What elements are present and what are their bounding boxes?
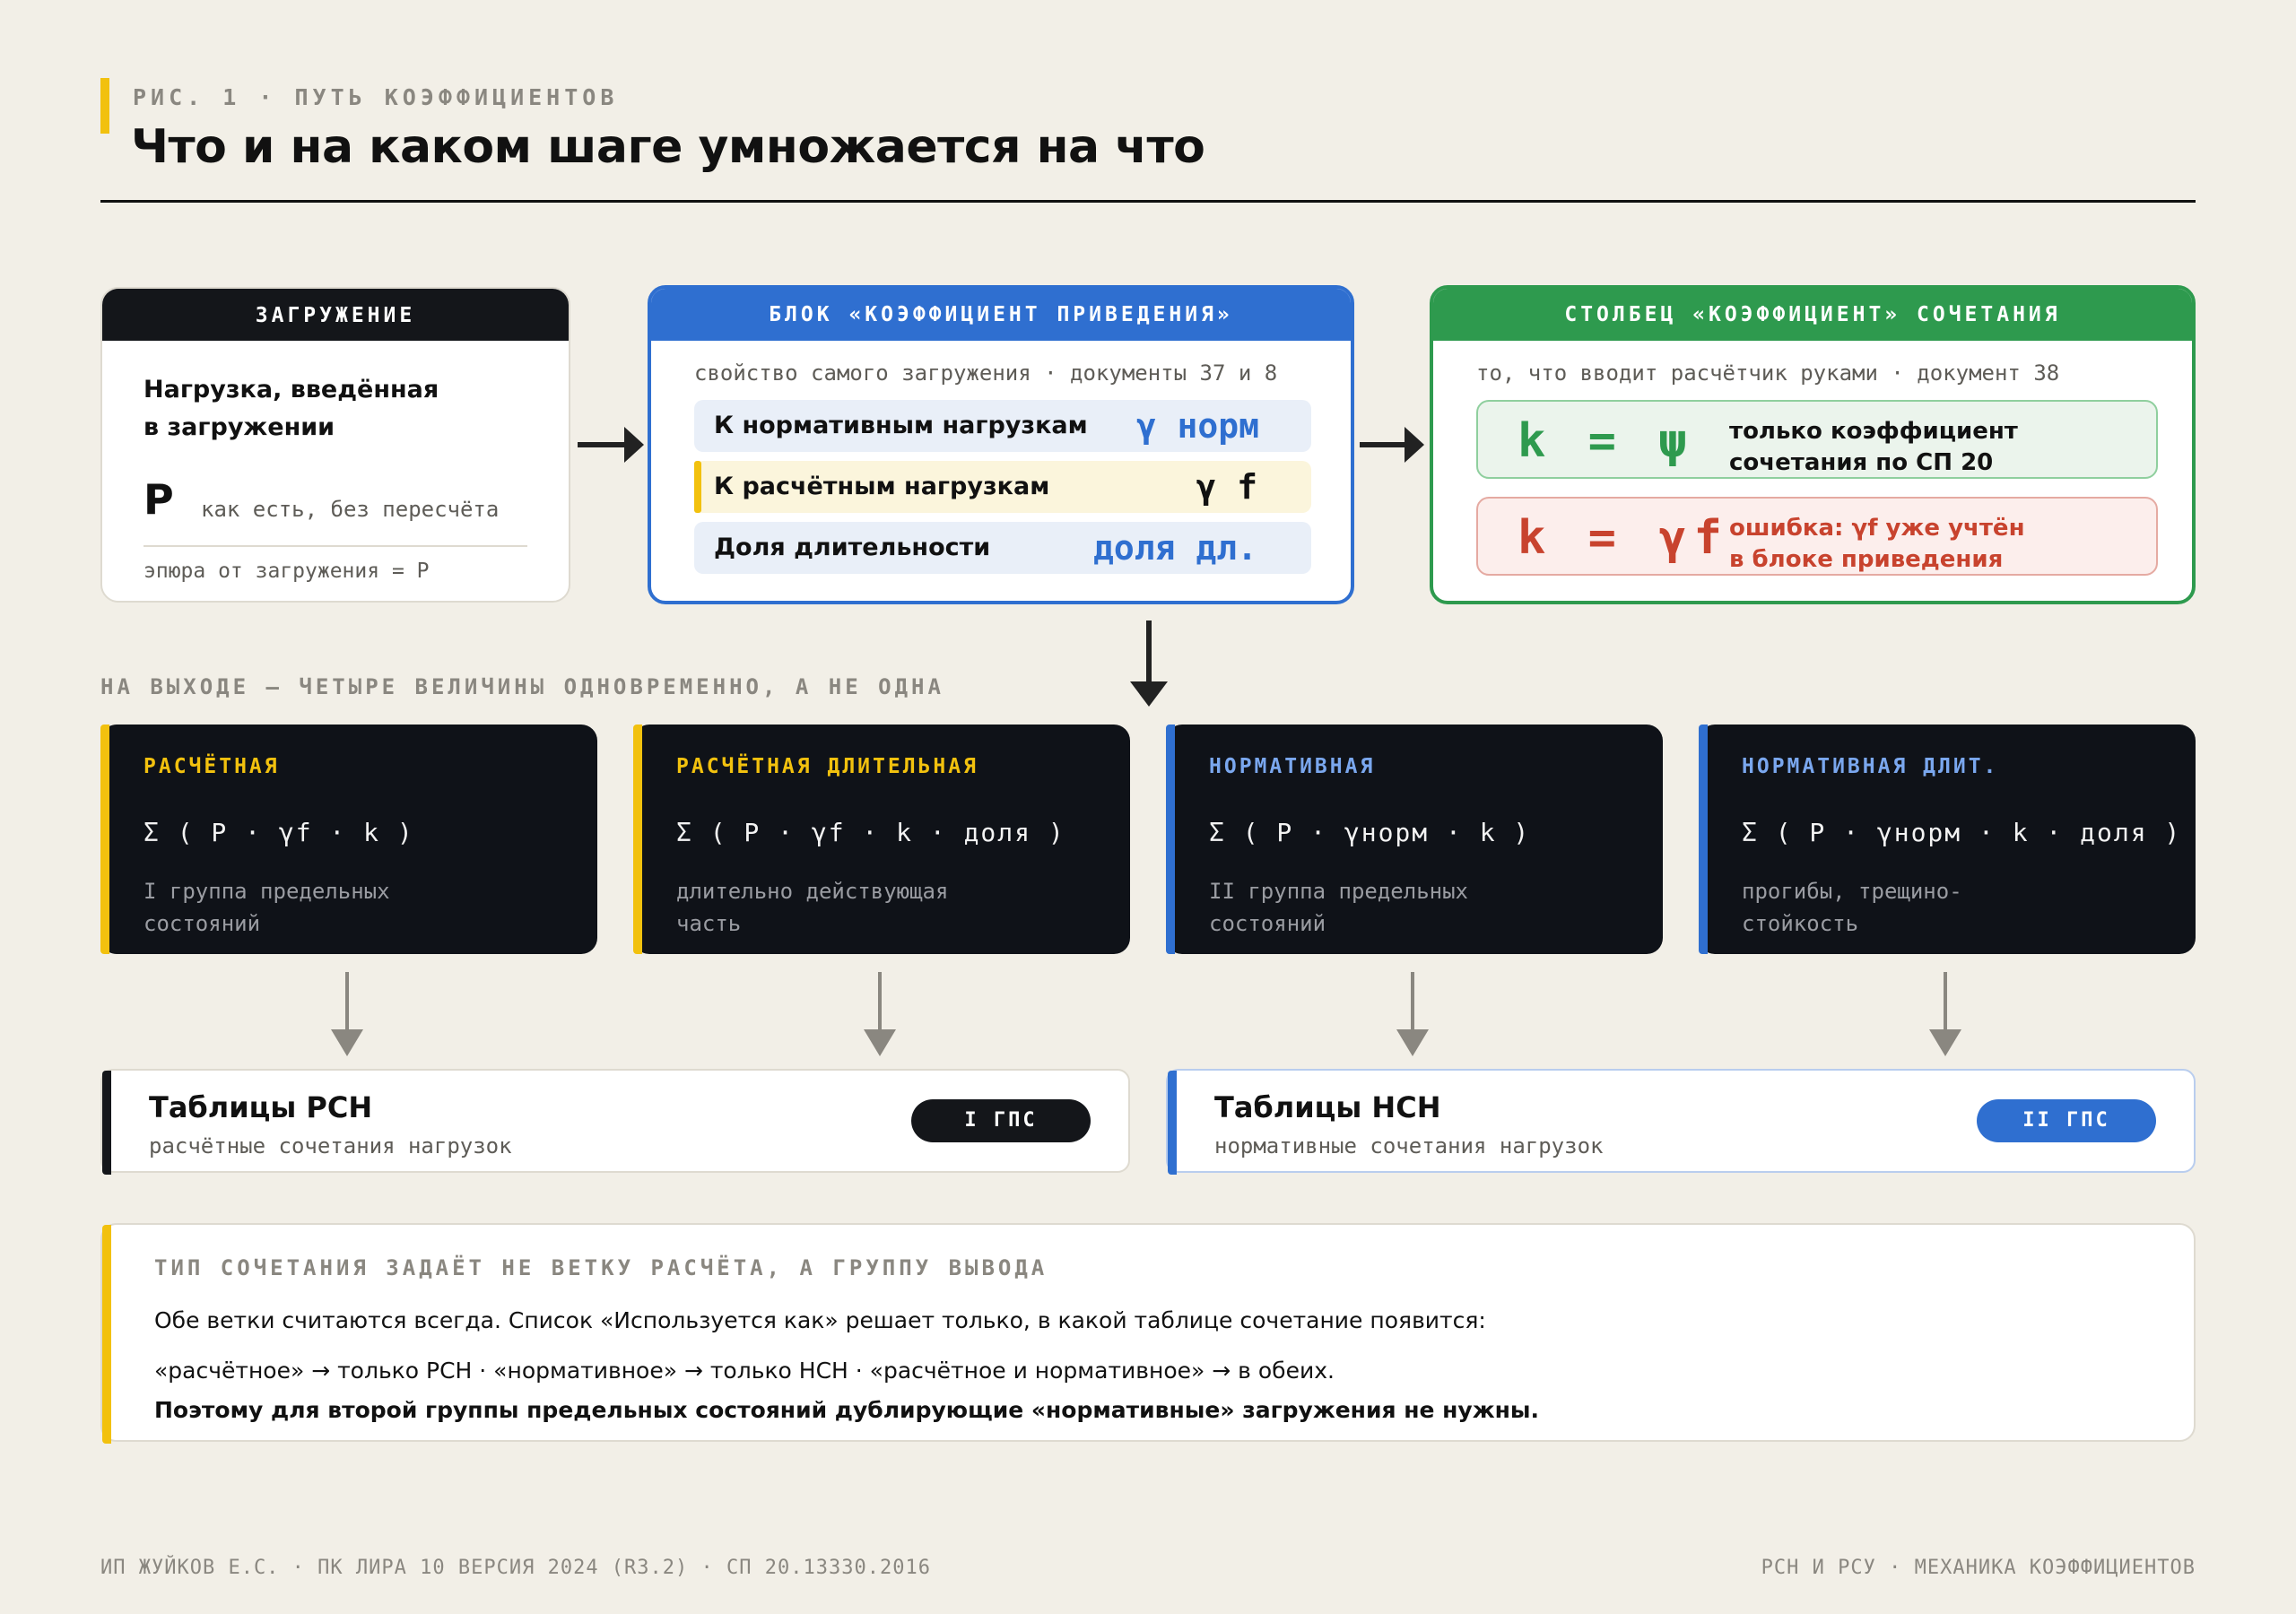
- loading-title-line2: в загружении: [144, 413, 335, 441]
- correct-equation: k = ψ: [1518, 414, 1694, 468]
- note-accent-bar: [102, 1225, 111, 1444]
- card-accent: [1166, 725, 1175, 954]
- output-description: [1742, 875, 2163, 940]
- output-description-line1: длительно действующая: [676, 879, 949, 904]
- card-accent: [633, 725, 642, 954]
- card-accent: [1699, 725, 1708, 954]
- reduction-row-value: γ норм: [1135, 406, 1259, 446]
- load-as-is-note: как есть, без пересчёта: [201, 497, 500, 522]
- table-subtitle: нормативные сочетания нагрузок: [1214, 1133, 1604, 1158]
- reduction-row-design: [694, 461, 1311, 513]
- reduction-row-normative: [694, 400, 1311, 452]
- loading-divider: [144, 545, 527, 547]
- output-card-normative-long: [1699, 725, 2196, 954]
- note-line: «расчётное» → только РСН · «нормативное» → только НСН · «расчётное и нормативное» → в обеих.: [154, 1358, 1335, 1384]
- output-description: [1209, 875, 1631, 940]
- arrow-right-icon: [1360, 442, 1410, 447]
- output-formula: Σ ( P · γf · k · доля ): [676, 818, 1065, 847]
- table-title: Таблицы РСН: [149, 1090, 373, 1124]
- arrow-right-icon: [578, 442, 630, 447]
- group-badge: II ГПС: [1977, 1099, 2156, 1142]
- reduction-row-duration: [694, 522, 1311, 574]
- output-formula: Σ ( P · γнорм · k ): [1209, 818, 1531, 847]
- group-badge: I ГПС: [911, 1099, 1091, 1142]
- reduction-row-label: Доля длительности: [714, 534, 991, 561]
- output-title: РАСЧЁТНАЯ ДЛИТЕЛЬНАЯ: [676, 755, 978, 778]
- loading-title-line1: Нагрузка, введённая: [144, 376, 439, 404]
- output-description-line1: I группа предельных: [144, 879, 390, 904]
- output-description: [144, 875, 565, 940]
- reduction-row-label: К нормативным нагрузкам: [714, 412, 1088, 439]
- loading-box: [100, 287, 570, 603]
- arrow-down-icon: [345, 972, 349, 1044]
- loading-header: ЗАГРУЖЕНИЕ: [102, 289, 569, 341]
- note-line: Обе ветки считаются всегда. Список «Используется как» решает только, в какой таблице сочетание появится:: [154, 1307, 1486, 1333]
- correct-note: [1729, 416, 2018, 479]
- reduction-coefficient-box: [648, 285, 1354, 604]
- explanation-note: [100, 1223, 2196, 1442]
- note-heading: ТИП СОЧЕТАНИЯ ЗАДАЁТ НЕ ВЕТКУ РАСЧЁТА, А ГРУППУ ВЫВОДА: [154, 1255, 1048, 1280]
- correct-note-line2: сочетания по СП 20: [1729, 449, 1994, 476]
- footer-left: ИП ЖУЙКОВ Е.С. · ПК ЛИРА 10 ВЕРСИЯ 2024 (R3.2) · СП 20.13330.2016: [100, 1557, 931, 1579]
- output-formula: Σ ( P · γf · k ): [144, 818, 414, 847]
- footer-right: РСН И РСУ · МЕХАНИКА КОЭФФИЦИЕНТОВ: [1761, 1557, 2196, 1579]
- reduction-row-label: К расчётным нагрузкам: [714, 473, 1050, 500]
- output-formula: Σ ( P · γнорм · k · доля ): [1742, 818, 2182, 847]
- output-description-line2: стойкость: [1742, 911, 1859, 936]
- output-card-design-long: [633, 725, 1130, 954]
- rsn-tables-card: [100, 1069, 1130, 1173]
- table-title: Таблицы НСН: [1214, 1090, 1441, 1124]
- correct-note-line1: только коэффициент: [1729, 418, 2018, 445]
- title-accent-bar: [100, 78, 109, 134]
- highlight-bar: [694, 461, 701, 513]
- output-description-line1: прогибы, трещино-: [1742, 879, 1962, 904]
- arrow-down-head-icon: [1130, 681, 1168, 707]
- output-description-line2: часть: [676, 911, 742, 936]
- load-symbol: P: [144, 475, 174, 524]
- arrow-down-icon: [878, 972, 882, 1044]
- combination-error-row: [1476, 497, 2158, 576]
- error-note: [1729, 513, 2025, 576]
- combination-header: СТОЛБЕЦ «КОЭФФИЦИЕНТ» СОЧЕТАНИЯ: [1433, 289, 2192, 341]
- page-title: Что и на каком шаге умножается на что: [131, 120, 1205, 174]
- title-divider: [100, 200, 2196, 203]
- output-description-line1: II группа предельных: [1209, 879, 1468, 904]
- output-description: [676, 875, 1098, 940]
- card-accent: [100, 725, 109, 954]
- error-note-line2: в блоке приведения: [1729, 546, 2004, 573]
- output-description-line2: состояний: [1209, 911, 1326, 936]
- output-title: НОРМАТИВНАЯ ДЛИТ.: [1742, 755, 1999, 778]
- reduction-header: БЛОК «КОЭФФИЦИЕНТ ПРИВЕДЕНИЯ»: [651, 289, 1351, 341]
- error-note-line1: ошибка: γf уже учтён: [1729, 515, 2025, 542]
- output-card-design: [100, 725, 597, 954]
- output-description-line2: состояний: [144, 911, 261, 936]
- combination-subtitle: то, что вводит расчётчик руками · документ 38: [1476, 360, 2060, 386]
- table-subtitle: расчётные сочетания нагрузок: [149, 1133, 512, 1158]
- card-accent: [102, 1071, 111, 1175]
- output-title: РАСЧЁТНАЯ: [144, 755, 280, 778]
- card-accent: [1168, 1071, 1177, 1175]
- error-equation: k = γf: [1518, 511, 1729, 565]
- loading-title: [144, 371, 439, 447]
- arrow-down-icon: [1944, 972, 1947, 1044]
- nsn-tables-card: [1166, 1069, 2196, 1173]
- output-title: НОРМАТИВНАЯ: [1209, 755, 1376, 778]
- note-conclusion: Поэтому для второй группы предельных состояний дублирующие «нормативные» загружения не нужны.: [154, 1397, 1539, 1423]
- reduction-subtitle: свойство самого загружения · документы 37 и 8: [694, 360, 1278, 386]
- combination-coefficient-box: [1430, 285, 2196, 604]
- output-label: НА ВЫХОДЕ — ЧЕТЫРЕ ВЕЛИЧИНЫ ОДНОВРЕМЕННО, А НЕ ОДНА: [100, 674, 944, 699]
- reduction-row-value: γ f: [1196, 467, 1257, 507]
- arrow-down-icon: [1411, 972, 1414, 1044]
- arrow-down-icon: [1146, 620, 1152, 685]
- loading-diagram-note: эпюра от загружения = P: [144, 560, 430, 583]
- output-card-normative: [1166, 725, 1663, 954]
- reduction-row-value: доля дл.: [1092, 528, 1257, 568]
- figure-label: РИС. 1 · ПУТЬ КОЭФФИЦИЕНТОВ: [133, 84, 619, 110]
- combination-correct-row: [1476, 400, 2158, 479]
